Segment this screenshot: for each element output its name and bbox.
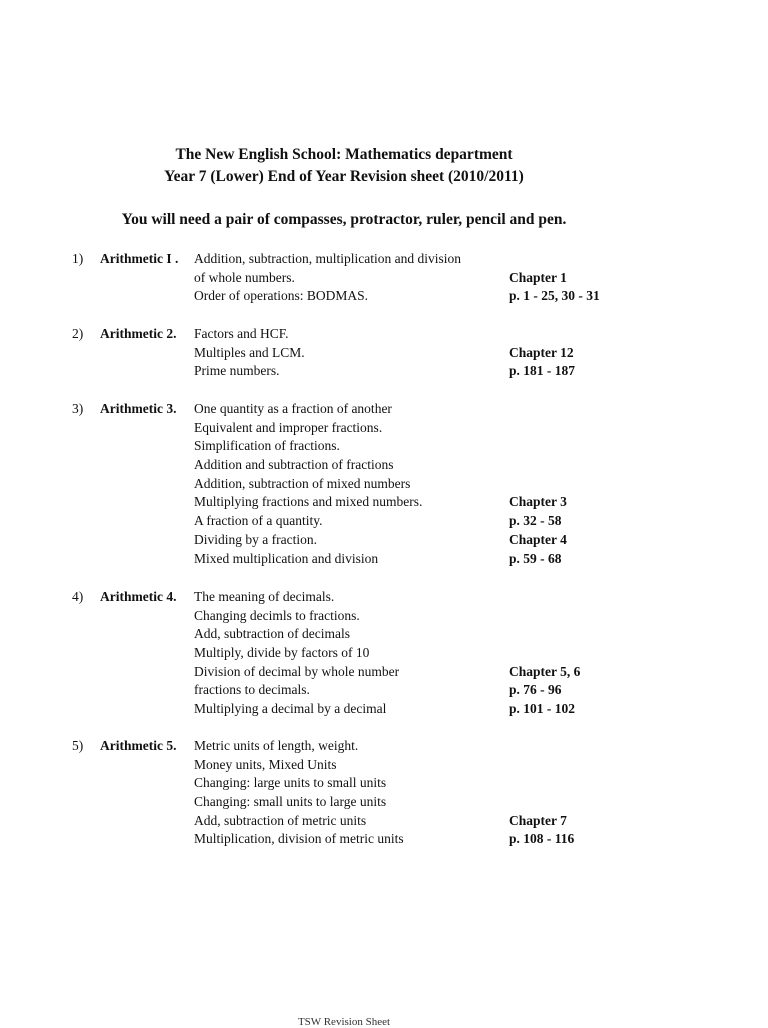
topic-item: Multiplying a decimal by a decimal <box>194 701 387 717</box>
reference-item <box>509 644 580 663</box>
topic-item: Metric units of length, weight. <box>194 738 359 753</box>
reference-item: p. 59 - 68 <box>509 550 562 566</box>
topic-item: Addition and subtraction of fractions <box>194 457 394 473</box>
topic-list <box>194 250 461 306</box>
reference-item <box>509 737 574 756</box>
topic-list <box>194 400 422 568</box>
reference-item: p. 76 - 96 <box>509 682 562 698</box>
reference-item: Chapter 7 <box>509 812 567 828</box>
chapter-reference-list <box>509 250 600 306</box>
chapter-reference-list <box>509 737 574 849</box>
topic-list <box>194 588 399 719</box>
topic-item: Dividing by a fraction. <box>194 531 317 547</box>
sheet-title: Year 7 (Lower) End of Year Revision sheet (2010/2011) <box>164 168 524 185</box>
topic-item: Factors and HCF. <box>194 326 289 341</box>
topic-item: Multiply, divide by factors of 10 <box>194 645 370 661</box>
topic-item: Addition, subtraction, multiplication and division <box>194 251 461 266</box>
reference-item: Chapter 4 <box>509 531 567 547</box>
topic-list <box>194 737 404 849</box>
chapter-reference-list <box>509 325 575 381</box>
section-number: 1) <box>72 251 84 266</box>
reference-item: Chapter 3 <box>509 494 567 510</box>
school-title: The New English School: Mathematics department <box>175 146 513 163</box>
topic-item: Multiplication, division of metric units <box>194 831 404 847</box>
section-number: 3) <box>72 401 84 416</box>
reference-item <box>509 793 574 812</box>
topic-item: Simplification of fractions. <box>194 438 340 454</box>
reference-item <box>509 400 567 419</box>
topic-item: Money units, Mixed Units <box>194 756 337 772</box>
topic-item: Multiples and LCM. <box>194 344 305 360</box>
equipment-requirements: You will need a pair of compasses, protractor, ruler, pencil and pen. <box>121 211 567 228</box>
topic-item: Changing: small units to large units <box>194 794 387 810</box>
reference-item <box>509 250 600 269</box>
topic-item: Changing: large units to small units <box>194 775 387 791</box>
reference-item: Chapter 12 <box>509 344 574 360</box>
topic-item: Addition, subtraction of mixed numbers <box>194 475 411 491</box>
reference-item <box>509 456 567 475</box>
section-title: Arithmetic 4. <box>100 589 177 604</box>
reference-item <box>509 607 580 626</box>
section-title: Arithmetic 3. <box>100 401 177 416</box>
reference-item <box>509 325 575 344</box>
topic-item: Add, subtraction of metric units <box>194 812 367 828</box>
reference-item <box>509 756 574 775</box>
reference-item <box>509 625 580 644</box>
reference-item: p. 101 - 102 <box>509 701 576 717</box>
topic-item: The meaning of decimals. <box>194 589 335 604</box>
topic-item: Add, subtraction of decimals <box>194 626 350 642</box>
section-number: 2) <box>72 326 84 341</box>
topic-list <box>194 325 305 381</box>
section-number: 5) <box>72 738 84 753</box>
topic-item: A fraction of a quantity. <box>194 513 323 529</box>
reference-item <box>509 475 567 494</box>
page-footer: TSW Revision Sheet <box>297 1016 391 1028</box>
topic-item: Equivalent and improper fractions. <box>194 419 383 435</box>
reference-item: p. 32 - 58 <box>509 513 562 529</box>
topic-item: fractions to decimals. <box>194 682 310 698</box>
topic-item: Division of decimal by whole number <box>194 663 400 679</box>
topic-item: Mixed multiplication and division <box>194 550 379 566</box>
reference-item: Chapter 5, 6 <box>509 663 581 679</box>
reference-item <box>509 774 574 793</box>
reference-item <box>509 588 580 607</box>
topic-item: of whole numbers. <box>194 269 295 285</box>
section-title: Arithmetic 2. <box>100 326 177 341</box>
topic-item: Prime numbers. <box>194 363 280 379</box>
reference-item: p. 181 - 187 <box>509 363 576 379</box>
section-number: 4) <box>72 589 84 604</box>
chapter-reference-list <box>509 400 567 568</box>
reference-item: p. 108 - 116 <box>509 831 575 847</box>
topic-item: Changing decimls to fractions. <box>194 607 360 623</box>
reference-item <box>509 419 567 438</box>
section-title: Arithmetic 5. <box>100 738 177 753</box>
reference-item: p. 1 - 25, 30 - 31 <box>509 288 600 304</box>
topic-item: Multiplying fractions and mixed numbers. <box>194 494 423 510</box>
topic-item: One quantity as a fraction of another <box>194 401 392 416</box>
reference-item <box>509 437 567 456</box>
section-title: Arithmetic I . <box>100 251 179 266</box>
topic-item: Order of operations: BODMAS. <box>194 288 368 304</box>
reference-item: Chapter 1 <box>509 269 567 285</box>
chapter-reference-list <box>509 588 580 719</box>
